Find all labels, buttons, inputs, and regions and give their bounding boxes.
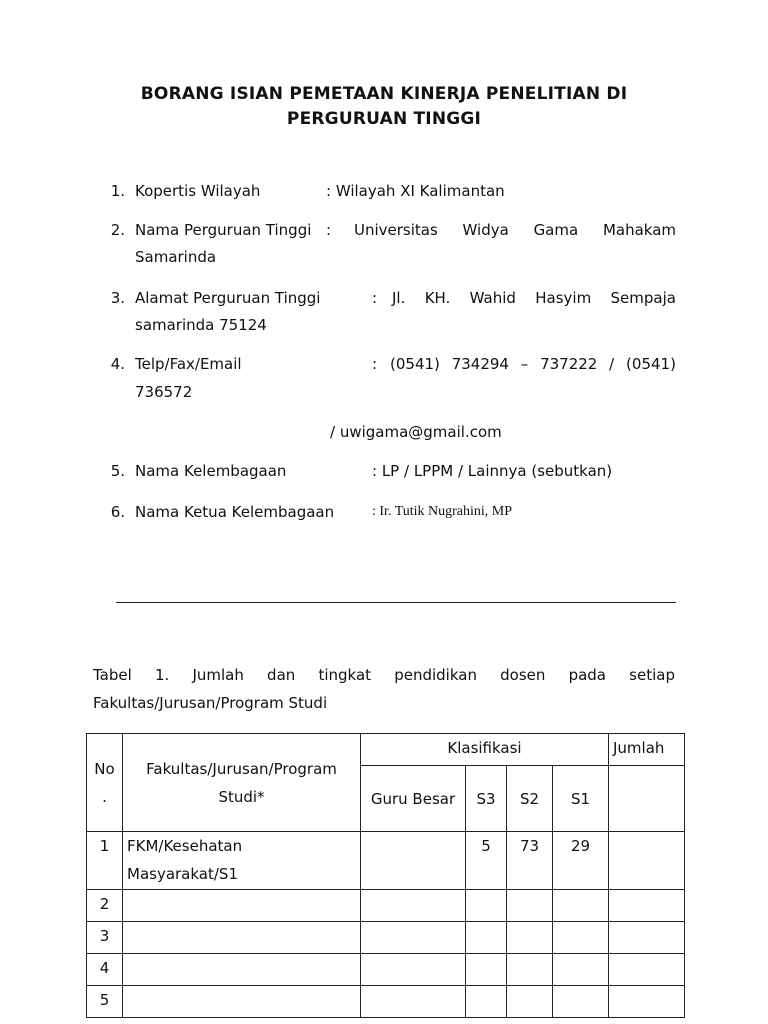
- cell-no: 1: [87, 832, 123, 890]
- cell-jumlah: [609, 832, 685, 890]
- item-label: Nama Ketua Kelembagaan: [135, 503, 335, 521]
- cell-fakultas: [123, 922, 361, 954]
- cell-guru-besar: [361, 986, 466, 1018]
- item-value-continued: 736572: [135, 383, 193, 401]
- header-fakultas: Fakultas/Jurusan/Program Studi*: [123, 734, 361, 832]
- header-s3: S3: [466, 766, 507, 832]
- item-label: Nama Perguruan Tinggi: [135, 221, 312, 239]
- cell-fakultas: [123, 986, 361, 1018]
- item-label: Telp/Fax/Email: [135, 355, 242, 373]
- item-number: 6.: [110, 503, 125, 521]
- cell-s3: 5: [466, 832, 507, 890]
- header-s1: S1: [553, 766, 609, 832]
- cell-fakultas: [123, 890, 361, 922]
- cell-no: 3: [87, 922, 123, 954]
- item-value-continued: Samarinda: [135, 248, 217, 266]
- item-colon: :: [372, 289, 378, 307]
- header-jumlah-empty: [609, 766, 685, 832]
- cell-guru-besar: [361, 922, 466, 954]
- title-line-1: BORANG ISIAN PEMETAAN KINERJA PENELITIAN DI: [140, 84, 628, 104]
- table-row: [87, 954, 685, 986]
- cell-guru-besar: [361, 890, 466, 922]
- cell-no: 2: [87, 890, 123, 922]
- cell-s2: [507, 922, 553, 954]
- cell-s2: [507, 890, 553, 922]
- form-item-alamat: [100, 284, 676, 340]
- form-item-ketua: [100, 498, 676, 526]
- dosen-table: [86, 733, 685, 1018]
- horizontal-divider: [116, 602, 676, 603]
- form-item-kelembagaan: [100, 457, 676, 485]
- header-no: No .: [87, 734, 123, 832]
- item-number: 5.: [110, 462, 125, 480]
- item-value: Universitas Widya Gama Mahakam: [354, 221, 676, 239]
- header-jumlah: Jumlah: [609, 734, 685, 766]
- cell-no: 5: [87, 986, 123, 1018]
- item-number: 2.: [110, 221, 125, 239]
- table-row: [87, 986, 685, 1018]
- cell-fakultas: [123, 954, 361, 986]
- cell-s2: [507, 954, 553, 986]
- title-line-2: PERGURUAN TINGGI: [286, 109, 482, 129]
- form-item-nama-pt: [100, 216, 676, 272]
- cell-s3: [466, 986, 507, 1018]
- cell-jumlah: [609, 890, 685, 922]
- item-value: (0541) 734294 – 737222 / (0541): [390, 355, 676, 373]
- item-colon: :: [326, 221, 332, 239]
- item-label: Nama Kelembagaan: [135, 462, 287, 480]
- cell-jumlah: [609, 986, 685, 1018]
- cell-guru-besar: [361, 954, 466, 986]
- cell-s1: [553, 890, 609, 922]
- cell-no: 4: [87, 954, 123, 986]
- cell-s3: [466, 954, 507, 986]
- document-title: [100, 82, 668, 132]
- form-item-telp: [100, 350, 676, 450]
- item-value: : LP / LPPM / Lainnya (sebutkan): [372, 462, 613, 480]
- header-s2: S2: [507, 766, 553, 832]
- form-item-kopertis: [100, 177, 676, 205]
- cell-s1: [553, 954, 609, 986]
- item-colon: :: [372, 355, 378, 373]
- item-value: : Ir. Tutik Nugrahini, MP: [372, 504, 513, 519]
- cell-s1: [553, 922, 609, 954]
- table-row: [87, 890, 685, 922]
- item-label: Kopertis Wilayah: [135, 182, 261, 200]
- cell-jumlah: [609, 922, 685, 954]
- cell-s3: [466, 890, 507, 922]
- table-caption-line-2: Fakultas/Jurusan/Program Studi: [93, 694, 328, 712]
- cell-guru-besar: [361, 832, 466, 890]
- cell-fakultas: FKM/Kesehatan Masyarakat/S1: [123, 832, 361, 890]
- table-caption: Tabel 1. Jumlah dan tingkat pendidikan dosen pada setiap: [93, 666, 675, 684]
- cell-jumlah: [609, 954, 685, 986]
- cell-s2: 73: [507, 832, 553, 890]
- table-row: [87, 832, 685, 890]
- table-row: [87, 922, 685, 954]
- cell-s1: 29: [553, 832, 609, 890]
- item-label: Alamat Perguruan Tinggi: [135, 289, 321, 307]
- cell-s2: [507, 986, 553, 1018]
- item-number: 4.: [110, 355, 125, 373]
- cell-s3: [466, 922, 507, 954]
- header-klasifikasi: Klasifikasi: [361, 734, 609, 766]
- item-value: : Wilayah XI Kalimantan: [326, 182, 505, 200]
- item-number: 3.: [110, 289, 125, 307]
- item-email: / uwigama@gmail.com: [330, 423, 502, 441]
- item-number: 1.: [110, 182, 125, 200]
- header-guru-besar: Guru Besar: [361, 766, 466, 832]
- cell-s1: [553, 986, 609, 1018]
- item-value: Jl. KH. Wahid Hasyim Sempaja: [392, 289, 676, 307]
- item-value-continued: samarinda 75124: [135, 316, 267, 334]
